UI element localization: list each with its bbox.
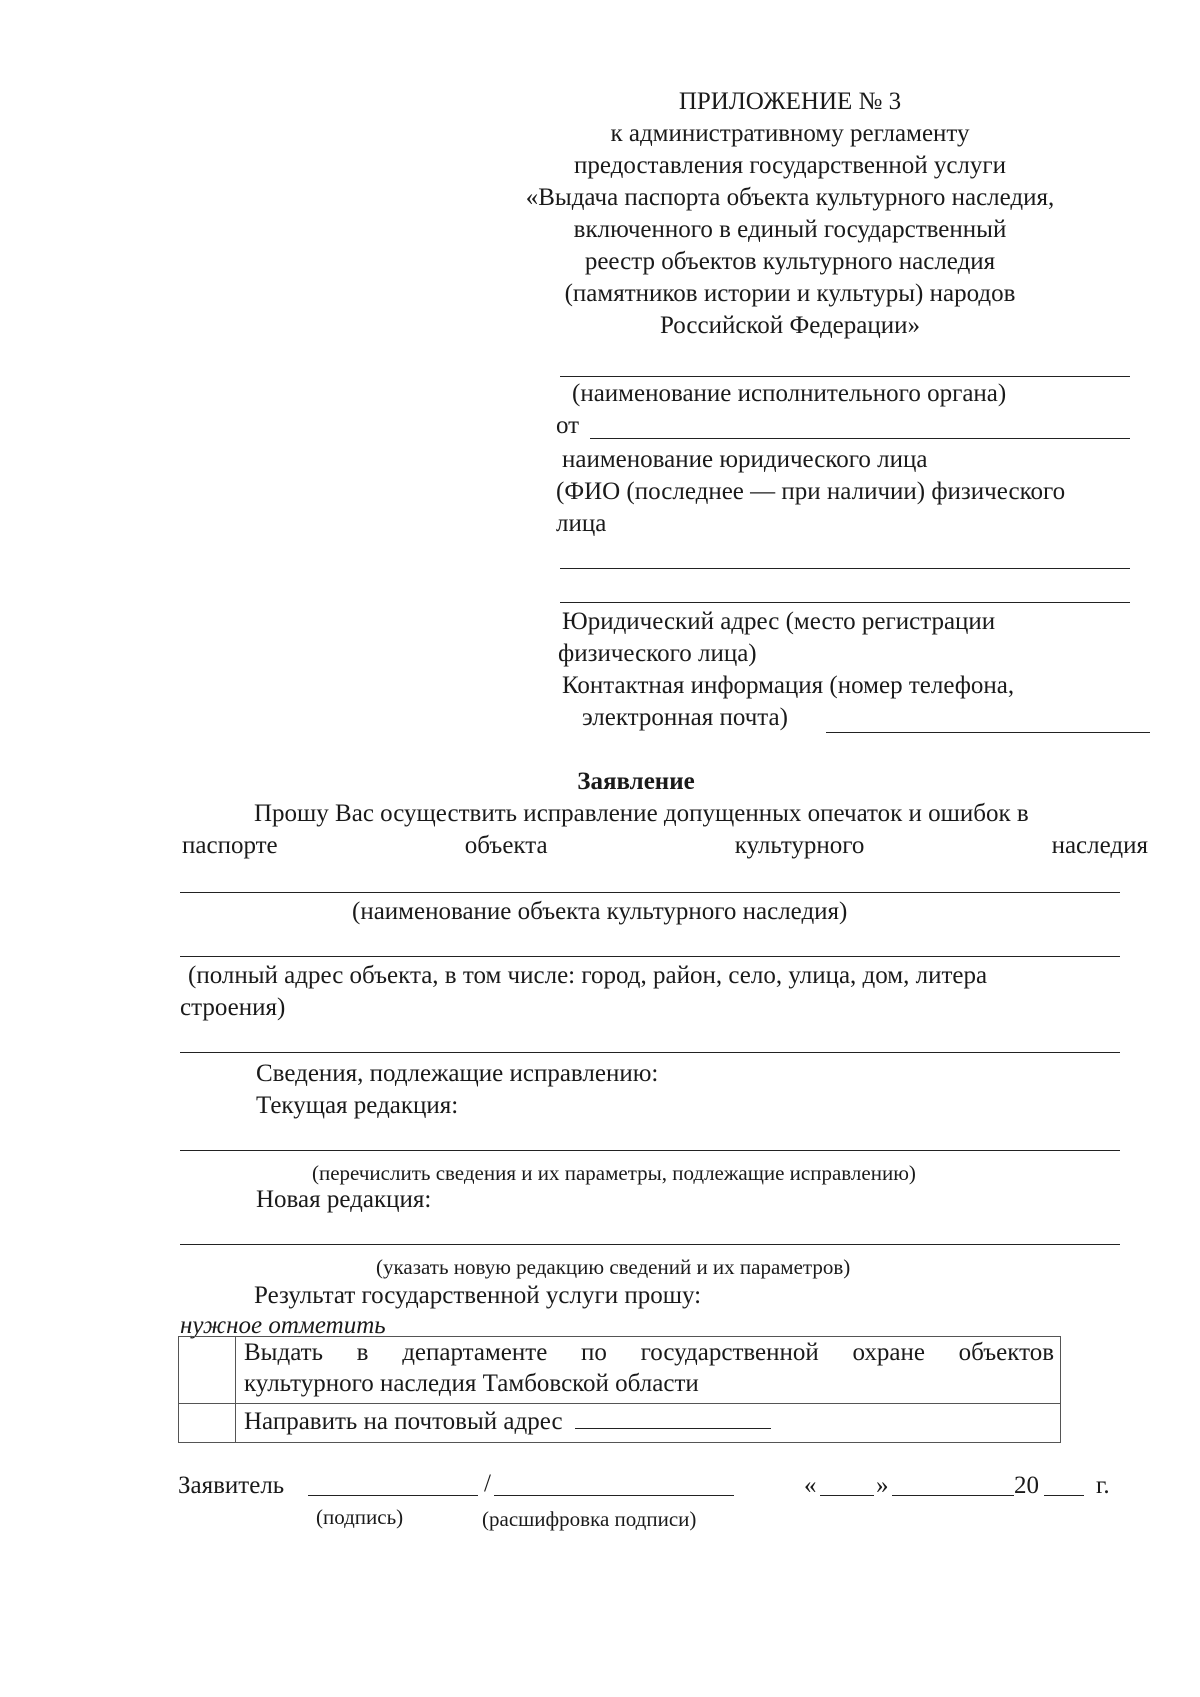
header-line-2: предоставления государственной услуги xyxy=(573,152,1007,179)
option-line-1 xyxy=(244,1337,1054,1368)
decode-caption: (расшифровка подписи) xyxy=(482,1507,697,1531)
intro-word-2: объекта xyxy=(464,832,548,859)
current-caption: (перечислить сведения и их параметры, подлежащие исправлению) xyxy=(312,1161,916,1185)
option-checkbox-department[interactable] xyxy=(179,1337,236,1404)
option-department-line1: Выдать в департаменте по государственной охране объектов xyxy=(244,1339,1054,1366)
header-line-1: к административному регламенту xyxy=(610,120,970,147)
day-quote-close: » xyxy=(876,1472,889,1499)
new-label: Новая редакция: xyxy=(256,1186,432,1213)
appendix-title: ПРИЛОЖЕНИЕ № 3 xyxy=(678,88,902,115)
mail-address-line[interactable] xyxy=(575,1404,771,1429)
legal-name-caption: наименование юридического лица xyxy=(562,446,928,473)
header-line-4: включенного в единый государственный xyxy=(573,216,1007,243)
option-text-department xyxy=(236,1337,1061,1404)
result-options-table xyxy=(178,1336,1061,1443)
signature-line[interactable] xyxy=(308,1495,478,1496)
signature-caption: (подпись) xyxy=(316,1505,404,1529)
signature-slash: / xyxy=(484,1470,491,1497)
day-quote-open: « xyxy=(804,1472,817,1499)
organ-caption: (наименование исполнительного органа) xyxy=(572,380,1007,407)
month-line[interactable] xyxy=(892,1495,1014,1496)
header-line-7: Российской Федерации» xyxy=(659,312,921,339)
year-suffix: г. xyxy=(1096,1472,1110,1499)
current-label: Текущая редакция: xyxy=(256,1092,459,1119)
result-label: Результат государственной услуги прошу: xyxy=(254,1282,702,1309)
address-caption-1: Юридический адрес (место регистрации xyxy=(562,608,996,635)
header-line-3: «Выдача паспорта объекта культурного наследия, xyxy=(525,184,1055,211)
object-extra-line[interactable] xyxy=(180,1052,1120,1053)
object-address-line[interactable] xyxy=(180,956,1120,957)
new-caption: (указать новую редакцию сведений и их параметров) xyxy=(376,1255,851,1279)
year-prefix: 20 xyxy=(1014,1472,1039,1499)
header-line-6: (памятников истории и культуры) народов xyxy=(564,280,1016,307)
applicant-label: Заявитель xyxy=(178,1472,285,1499)
option-checkbox-mail[interactable] xyxy=(179,1404,236,1443)
name-line-1[interactable] xyxy=(560,568,1130,569)
intro-word-3: культурного xyxy=(734,832,865,859)
mark-note: нужное отметить xyxy=(180,1312,386,1339)
from-line[interactable] xyxy=(590,438,1130,439)
year-line[interactable] xyxy=(1044,1495,1084,1496)
person-caption-2: лица xyxy=(556,510,607,537)
name-line-2[interactable] xyxy=(560,602,1130,603)
statement-intro-line2 xyxy=(182,830,1148,861)
statement-intro-line1: Прошу Вас осуществить исправление допущенных опечаток и ошибок в xyxy=(254,800,1029,827)
address-caption-2: физического лица) xyxy=(558,640,757,667)
intro-word-1: паспорте xyxy=(182,832,278,859)
from-label: от xyxy=(556,412,580,439)
option-row xyxy=(179,1337,1061,1404)
contact-caption-2: электронная почта) xyxy=(582,704,788,731)
option-department-line2: культурного наследия Тамбовской области xyxy=(244,1370,699,1397)
option-text-mail xyxy=(236,1404,1061,1443)
object-name-line[interactable] xyxy=(180,892,1120,893)
header-line-5: реестр объектов культурного наследия xyxy=(584,248,996,275)
object-caption: (наименование объекта культурного наследия) xyxy=(352,898,848,925)
statement-title: Заявление xyxy=(577,768,695,795)
corrections-label: Сведения, подлежащие исправлению: xyxy=(256,1060,659,1087)
object-address-caption-1: (полный адрес объекта, в том числе: город, район, село, улица, дом, литера xyxy=(188,962,988,989)
day-line[interactable] xyxy=(820,1495,874,1496)
person-caption-1: (ФИО (последнее — при наличии) физического xyxy=(556,478,1066,505)
current-line[interactable] xyxy=(180,1150,1120,1151)
option-mail-label: Направить на почтовый адрес xyxy=(244,1408,563,1435)
contact-caption-1: Контактная информация (номер телефона, xyxy=(562,672,1015,699)
intro-word-4: наследия xyxy=(1051,832,1148,859)
decode-line[interactable] xyxy=(494,1495,734,1496)
object-address-caption-2: строения) xyxy=(180,994,286,1021)
contact-line[interactable] xyxy=(826,732,1150,733)
option-row xyxy=(179,1404,1061,1443)
new-line[interactable] xyxy=(180,1244,1120,1245)
organ-line[interactable] xyxy=(560,376,1130,377)
